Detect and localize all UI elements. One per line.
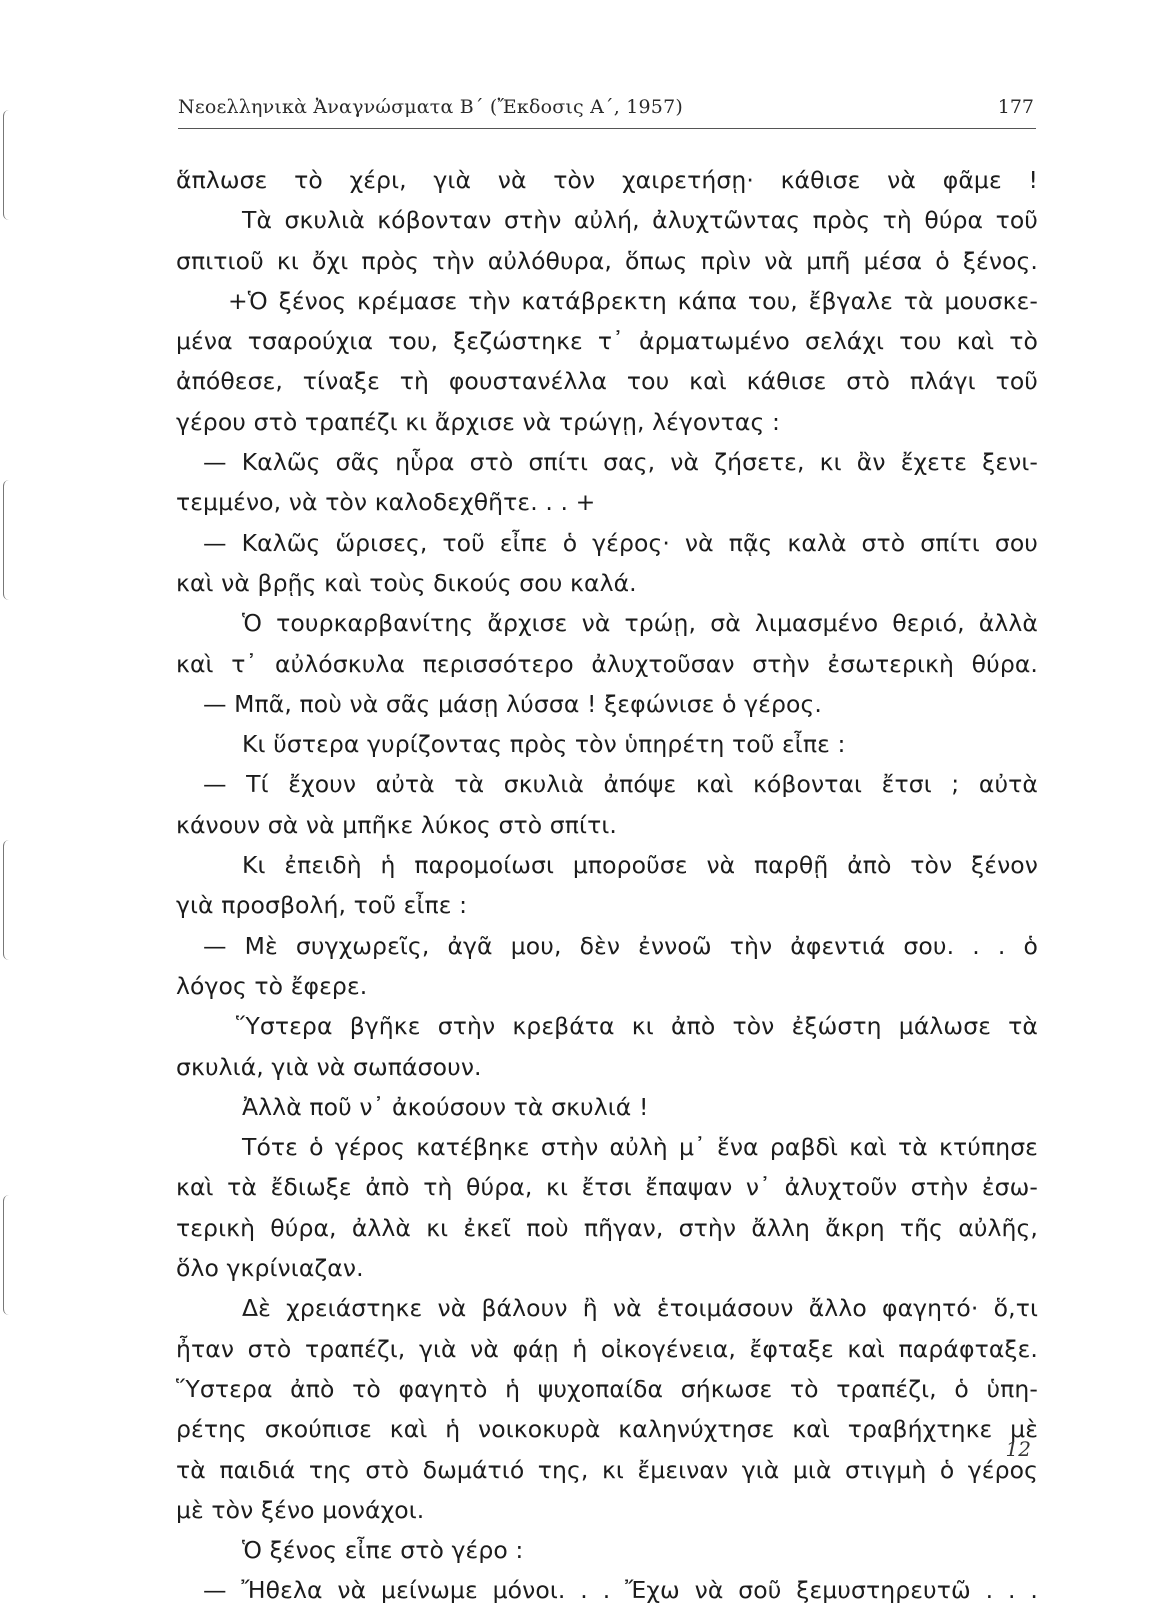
text-line: — Μπᾶ, ποὺ νὰ σᾶς μάσῃ λύσσα ! ξεφώνισε ὁ γέρος. [203,689,822,718]
text-line: καὶ τ᾽ αὐλόσκυλα περισσότερο ἀλυχτοῦσαν στὴν ἐσωτερικὴ θύρα. [176,649,1038,678]
running-title: Νεοελληνικὰ Ἀναγνώσματα Β΄ (Ἔκδοσις Α΄, 1957) [178,96,683,118]
binding-mark [3,480,11,600]
text-line: — Μὲ συγχωρεῖς, ἀγᾶ μου, δὲν ἐννοῶ τὴν ἀφεντιά σου. . . ὁ [203,931,1038,960]
binding-mark [3,840,11,960]
text-line: Ὁ τουρκαρβανίτης ἄρχισε νὰ τρώῃ, σὰ λιμασμένο θεριό, ἀλλὰ [242,609,1038,638]
page-number: 177 [997,96,1034,118]
text-line: τεμμένο, νὰ τὸν καλοδεχθῆτε. . . + [176,488,596,517]
text-line: μὲ τὸν ξένο μονάχοι. [176,1495,425,1524]
text-line: — Καλῶς ὥρισες, τοῦ εἶπε ὁ γέρος· νὰ πᾷς καλὰ στὸ σπίτι σου [203,528,1038,557]
binding-mark [3,110,11,220]
text-line: Ὁ ξένος εἶπε στὸ γέρο : [242,1536,524,1565]
text-line: — Καλῶς σᾶς ηὗρα στὸ σπίτι σας, νὰ ζήσετε, κι ἂν ἔχετε ξενι- [203,448,1038,477]
text-line: λόγος τὸ ἔφερε. [176,971,368,1000]
text-line: μένα τσαρούχια του, ξεζώστηκε τ᾽ ἀρματωμένο σελάχι του καὶ τὸ [176,327,1038,356]
text-line: Ὕστερα βγῆκε στὴν κρεβάτα κι ἀπὸ τὸν ἐξώστη μάλωσε τὰ [236,1012,1038,1041]
text-line: — Τί ἔχουν αὐτὰ τὰ σκυλιὰ ἀπόψε καὶ κόβονται ἔτσι ; αὐτὰ [203,770,1038,799]
text-line: γιὰ προσβολή, τοῦ εἶπε : [176,891,468,920]
page-header [178,92,1036,129]
text-line: καὶ τὰ ἔδιωξε ἀπὸ τὴ θύρα, κι ἔτσι ἔπαψαν ν᾽ ἀλυχτοῦν στὴν ἐσω- [176,1173,1038,1202]
text-line: ἀπόθεσε, τίναξε τὴ φουστανέλλα του καὶ κάθισε στὸ πλάγι τοῦ [176,367,1038,396]
text-line: κάνουν σὰ νὰ μπῆκε λύκος στὸ σπίτι. [176,810,617,839]
text-line: +Ὁ ξένος κρέμασε τὴν κατάβρεκτη κάπα του, ἔβγαλε τὰ μουσκε- [228,286,1038,315]
signature-mark: 12 [1005,1437,1031,1461]
text-line: καὶ νὰ βρῇς καὶ τοὺς δικούς σου καλά. [176,568,637,597]
text-line: σπιτιοῦ κι ὄχι πρὸς τὴν αὐλόθυρα, ὅπως πρὶν νὰ μπῆ μέσα ὁ ξένος. [176,246,1038,275]
body-text [176,160,1038,1611]
text-line: Κι ἐπειδὴ ἡ παρομοίωσι μποροῦσε νὰ παρθῇ ἀπὸ τὸν ξένον [242,851,1038,880]
text-line: — Ἤθελα νὰ μείνωμε μόνοι. . . Ἔχω νὰ σοῦ ξεμυστηρευτῶ . . . [203,1576,1038,1605]
text-line: τερικὴ θύρα, ἀλλὰ κι ἐκεῖ ποὺ πῆγαν, στὴν ἄλλη ἄκρη τῆς αὐλῆς, [176,1213,1038,1242]
text-line: ἅπλωσε τὸ χέρι, γιὰ νὰ τὸν χαιρετήσῃ· κάθισε νὰ φᾶμε ! [176,166,1038,194]
text-line: γέρου στὸ τραπέζι κι ἄρχισε νὰ τρώγῃ, λέγοντας : [176,407,780,436]
text-line: Ἀλλὰ ποῦ ν᾽ ἀκούσουν τὰ σκυλιά ! [242,1092,649,1121]
text-line: ρέτης σκούπισε καὶ ἡ νοικοκυρὰ καληνύχτησε καὶ τραβήχτηκε μὲ [176,1415,1038,1444]
text-line: Κι ὕστερα γυρίζοντας πρὸς τὸν ὑπηρέτη τοῦ εἶπε : [242,730,846,759]
binding-mark [3,1195,11,1315]
text-line: ἦταν στὸ τραπέζι, γιὰ νὰ φάῃ ἡ οἰκογένεια, ἔφταξε καὶ παράφταξε. [176,1334,1038,1363]
text-line: Δὲ χρειάστηκε νὰ βάλουν ἢ νὰ ἑτοιμάσουν ἄλλο φαγητό· ὅ,τι [242,1294,1038,1323]
text-line: Ὕστερα ἀπὸ τὸ φαγητὸ ἡ ψυχοπαίδα σήκωσε τὸ τραπέζι, ὁ ὑπη- [176,1374,1038,1403]
text-line: τὰ παιδιά της στὸ δωμάτιό της, κι ἔμειναν γιὰ μιὰ στιγμὴ ὁ γέρος [176,1455,1038,1484]
text-line: Τότε ὁ γέρος κατέβηκε στὴν αὐλὴ μ᾽ ἕνα ραβδὶ καὶ τὰ κτύπησε [242,1133,1038,1162]
text-line: Τὰ σκυλιὰ κόβονταν στὴν αὐλή, ἀλυχτῶντας πρὸς τὴ θύρα τοῦ [242,206,1038,235]
text-line: σκυλιά, γιὰ νὰ σωπάσουν. [176,1052,482,1081]
text-line: ὅλο γκρίνιαζαν. [176,1254,364,1283]
